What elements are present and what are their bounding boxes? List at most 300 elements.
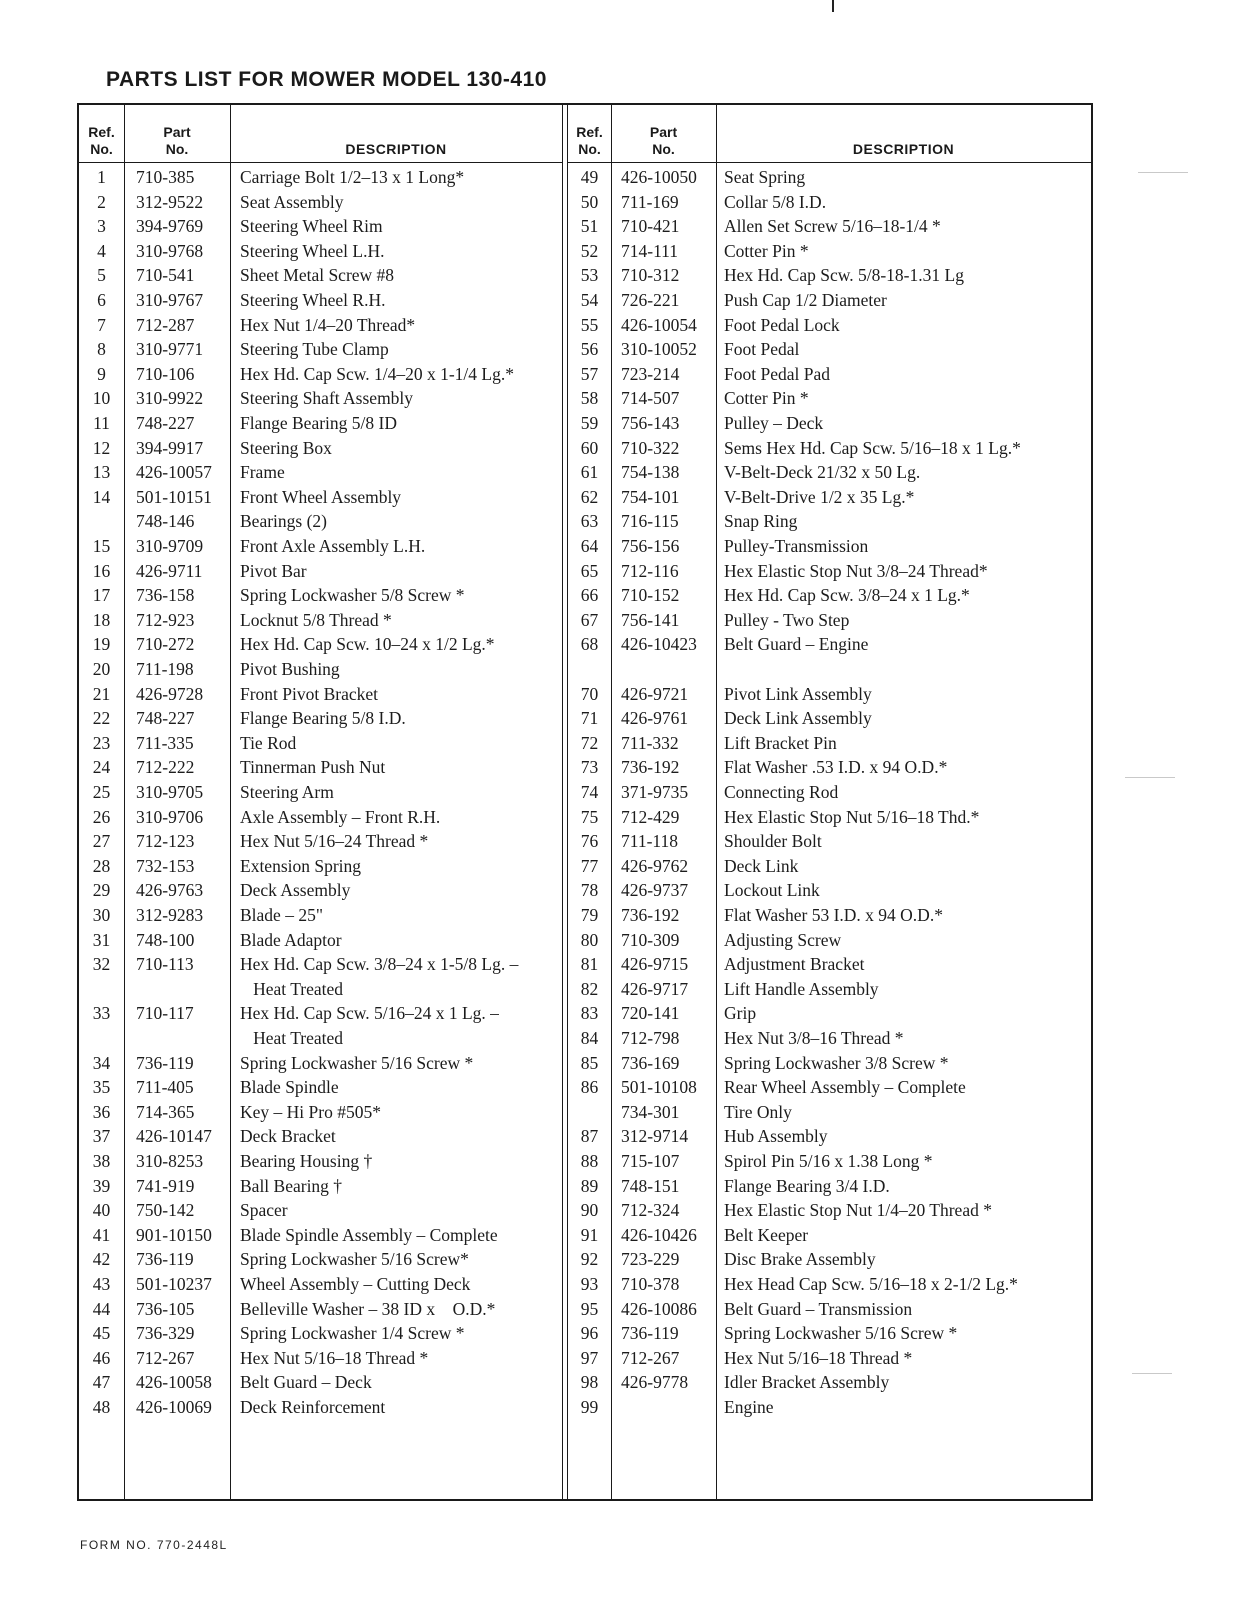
table-row [79, 583, 1091, 608]
part-number: 710-312 [621, 265, 680, 286]
ref-number: 64 [580, 536, 599, 556]
margin-mark [832, 0, 834, 12]
part-number: 714-507 [621, 388, 680, 409]
ref-number: 29 [92, 880, 111, 901]
part-number: 394-9917 [136, 437, 204, 458]
part-number: 736-105 [136, 1298, 195, 1319]
table-row [79, 1223, 1091, 1248]
part-description: Extension Spring [240, 855, 362, 876]
table-row [79, 682, 1091, 707]
part-number: 426-9711 [136, 560, 203, 581]
part-description: Disc Brake Assembly [724, 1249, 876, 1270]
table-row [79, 1051, 1091, 1076]
ref-number: 51 [580, 216, 599, 237]
part-description: Tinnerman Push Nut [240, 757, 386, 778]
ref-number: 33 [92, 1003, 111, 1024]
part-number: 710-117 [136, 1003, 194, 1024]
part-number: 756-156 [621, 536, 680, 556]
ref-number: 36 [92, 1101, 111, 1122]
part-number: 310-9709 [136, 536, 204, 556]
part-number: 736-169 [621, 1052, 680, 1073]
ref-number: 42 [92, 1249, 111, 1270]
ref-number: 86 [580, 1077, 599, 1098]
part-description: Belt Guard – Transmission [724, 1298, 913, 1319]
table-row [79, 436, 1091, 461]
ref-number: 61 [580, 462, 599, 483]
ref-number: 54 [580, 290, 599, 310]
table-row [79, 854, 1091, 879]
part-description: Tire Only [724, 1101, 792, 1122]
part-number: 712-923 [136, 609, 195, 630]
ref-number: 41 [92, 1224, 111, 1245]
ref-number: 18 [92, 609, 111, 630]
part-number: 712-324 [621, 1200, 680, 1221]
part-description: Blade Spindle Assembly – Complete [240, 1224, 498, 1245]
part-description: Hex Hd. Cap Scw. 5/16–24 x 1 Lg. – [240, 1003, 499, 1024]
part-number: 426-9737 [621, 880, 689, 901]
parts-table [77, 103, 1093, 1501]
table-row [79, 1149, 1091, 1174]
ref-number: 4 [97, 240, 106, 261]
table-row [79, 1321, 1091, 1346]
part-number: 426-10423 [621, 634, 697, 655]
table-row [79, 977, 1091, 1002]
part-number: 712-798 [621, 1028, 680, 1048]
part-number: 736-119 [621, 1323, 679, 1344]
header-ref-bottom: No. [578, 141, 601, 157]
table-row [79, 657, 1091, 682]
part-description: Deck Link Assembly [724, 708, 872, 729]
ref-number: 55 [580, 314, 599, 335]
header-part-top: Part [649, 124, 678, 140]
ref-number: 19 [92, 634, 111, 655]
part-description: Belt Keeper [724, 1224, 809, 1245]
part-description: Adjustment Bracket [724, 954, 865, 975]
part-description: Flange Bearing 5/8 ID [240, 413, 397, 433]
table-row [79, 165, 1091, 190]
part-description: Hex Hd. Cap Scw. 3/8–24 x 1 Lg.* [724, 585, 970, 606]
part-description: Deck Reinforcement [240, 1397, 386, 1417]
part-description: Lift Bracket Pin [724, 732, 837, 753]
part-number: 426-9728 [136, 683, 204, 704]
part-number: 710-541 [136, 265, 195, 286]
part-number: 756-141 [621, 609, 680, 630]
part-number: 310-8253 [136, 1151, 204, 1171]
ref-number: 56 [580, 339, 599, 360]
part-description: Spring Lockwasher 5/16 Screw * [240, 1052, 474, 1073]
part-number: 426-9763 [136, 880, 204, 901]
part-description: Hex Hd. Cap Scw. 10–24 x 1/2 Lg.* [240, 634, 495, 655]
table-row [79, 878, 1091, 903]
ref-number: 96 [580, 1323, 599, 1344]
table-row [79, 485, 1091, 510]
part-description: Blade – 25" [240, 905, 323, 925]
part-description: Sheet Metal Screw #8 [240, 265, 395, 286]
part-description: Tie Rod [240, 732, 297, 753]
ref-number: 71 [580, 708, 599, 729]
ref-number: 27 [92, 831, 111, 852]
part-description: Engine [724, 1397, 774, 1417]
table-row [79, 190, 1091, 215]
part-description: Hex Hd. Cap Scw. 3/8–24 x 1-5/8 Lg. – [240, 954, 519, 975]
part-number: 426-10057 [136, 462, 212, 483]
ref-number: 63 [580, 511, 599, 532]
part-number: 750-142 [136, 1200, 195, 1221]
part-number: 712-116 [621, 560, 679, 581]
table-row [79, 534, 1091, 559]
ref-number: 8 [97, 339, 106, 360]
part-description: Hex Nut 3/8–16 Thread * [724, 1028, 904, 1048]
part-description: Hex Elastic Stop Nut 5/16–18 Thd.* [724, 806, 980, 827]
ref-number: 59 [580, 413, 599, 433]
ref-number: 75 [580, 806, 599, 827]
ref-number: 39 [92, 1175, 111, 1196]
ref-number: 99 [580, 1397, 599, 1417]
ref-number: 35 [92, 1077, 111, 1098]
part-number: 501-10237 [136, 1274, 212, 1294]
ref-number: 70 [580, 683, 599, 704]
ref-number: 47 [92, 1372, 111, 1393]
part-number: 710-378 [621, 1274, 680, 1294]
part-number: 715-107 [621, 1151, 680, 1171]
part-description: Spirol Pin 5/16 x 1.38 Long * [724, 1151, 933, 1171]
ref-number: 95 [580, 1298, 599, 1319]
part-description: Push Cap 1/2 Diameter [724, 290, 887, 310]
table-row [79, 509, 1091, 534]
ref-number: 6 [97, 290, 106, 310]
ref-number: 30 [92, 905, 111, 925]
part-description: Grip [724, 1003, 757, 1024]
part-description: Steering Arm [240, 782, 334, 802]
table-row [79, 362, 1091, 387]
part-description: Heat Treated [240, 978, 344, 999]
ref-number: 73 [580, 757, 599, 778]
part-number: 711-169 [621, 191, 679, 212]
part-description: Snap Ring [724, 511, 798, 532]
part-number: 736-119 [136, 1249, 194, 1270]
ref-number: 52 [580, 240, 599, 261]
ref-number: 40 [92, 1200, 111, 1221]
ref-number: 31 [92, 929, 111, 950]
ref-number: 22 [92, 708, 111, 729]
table-row [79, 805, 1091, 830]
part-description: Cotter Pin * [724, 388, 809, 409]
part-description: Deck Bracket [240, 1126, 336, 1147]
part-description: Steering Wheel R.H. [240, 290, 386, 310]
part-description: Belt Guard – Deck [240, 1372, 372, 1393]
part-description: Steering Box [240, 437, 332, 458]
part-number: 712-123 [136, 831, 195, 852]
part-number: 748-100 [136, 929, 195, 950]
part-description: Blade Adaptor [240, 929, 342, 950]
table-row [79, 386, 1091, 411]
part-number: 754-138 [621, 462, 680, 483]
part-number: 710-113 [136, 954, 194, 975]
part-description: Hex Head Cap Scw. 5/16–18 x 2-1/2 Lg.* [724, 1274, 1018, 1294]
header-part-no [124, 124, 230, 158]
part-number: 426-9762 [621, 855, 689, 876]
part-description: Belleville Washer – 38 ID x O.D.* [240, 1298, 496, 1319]
part-description: Front Axle Assembly L.H. [240, 536, 426, 556]
part-number: 734-301 [621, 1101, 680, 1122]
part-number: 711-405 [136, 1077, 194, 1098]
table-row [79, 1370, 1091, 1395]
part-description: Pulley – Deck [724, 413, 824, 433]
table-row [79, 288, 1091, 313]
part-number: 312-9522 [136, 191, 204, 212]
header-description: DESCRIPTION [345, 141, 447, 157]
ref-number: 77 [580, 855, 599, 876]
part-number: 901-10150 [136, 1224, 212, 1245]
part-number: 712-222 [136, 757, 195, 778]
ref-number: 90 [580, 1200, 599, 1221]
header-part-bottom: No. [165, 141, 189, 157]
part-description: Sems Hex Hd. Cap Scw. 5/16–18 x 1 Lg.* [724, 437, 1021, 458]
part-number: 426-9761 [621, 708, 689, 729]
table-row [79, 1395, 1091, 1420]
part-number: 741-919 [136, 1175, 195, 1196]
part-description: Spring Lockwasher 3/8 Screw * [724, 1052, 949, 1073]
table-row [79, 731, 1091, 756]
ref-number: 60 [580, 437, 599, 458]
part-description: Adjusting Screw [724, 929, 842, 950]
part-description: Pulley - Two Step [724, 609, 850, 630]
part-number: 310-9771 [136, 339, 204, 360]
ref-number: 34 [92, 1052, 111, 1073]
header-ref-top: Ref. [576, 124, 603, 140]
part-description: Steering Shaft Assembly [240, 388, 414, 409]
part-description: Flange Bearing 3/4 I.D. [724, 1175, 890, 1196]
part-description: Lift Handle Assembly [724, 978, 879, 999]
part-number: 394-9769 [136, 216, 204, 237]
ref-number: 37 [92, 1126, 111, 1147]
part-number: 736-192 [621, 905, 680, 925]
ref-number: 3 [97, 216, 106, 237]
ref-number: 44 [92, 1298, 111, 1319]
margin-smudge [1132, 1373, 1172, 1374]
part-number: 716-115 [621, 511, 679, 532]
part-description: Bearing Housing † [240, 1151, 373, 1171]
part-number: 501-10108 [621, 1077, 697, 1098]
part-description: Blade Spindle [240, 1077, 339, 1098]
table-row [79, 780, 1091, 805]
ref-number: 82 [580, 978, 599, 999]
table-row [79, 1001, 1091, 1026]
part-number: 723-214 [621, 363, 680, 384]
part-description: Pivot Bar [240, 560, 307, 581]
part-number: 714-111 [621, 240, 679, 261]
part-description: Carriage Bolt 1/2–13 x 1 Long* [240, 167, 465, 187]
part-number: 710-421 [621, 216, 680, 237]
part-number: 736-119 [136, 1052, 194, 1073]
part-number: 711-198 [136, 659, 194, 679]
part-description: Heat Treated [240, 1028, 344, 1048]
part-number: 714-365 [136, 1101, 195, 1122]
table-row [79, 239, 1091, 264]
ref-number: 7 [97, 314, 106, 335]
part-description: Idler Bracket Assembly [724, 1372, 890, 1393]
part-description: Deck Assembly [240, 880, 351, 901]
ref-number: 32 [92, 954, 111, 975]
part-description: Collar 5/8 I.D. [724, 191, 827, 212]
part-description: Foot Pedal [724, 339, 800, 360]
part-description: Axle Assembly – Front R.H. [240, 806, 441, 827]
ref-number: 66 [580, 585, 599, 606]
part-description: Spring Lockwasher 1/4 Screw * [240, 1323, 465, 1344]
ref-number: 25 [92, 782, 111, 802]
part-number: 710-106 [136, 363, 195, 384]
part-description: Bearings (2) [240, 511, 327, 532]
ref-number: 28 [92, 855, 111, 876]
part-number: 711-332 [621, 732, 679, 753]
ref-number: 57 [580, 363, 599, 384]
part-number: 710-309 [621, 929, 680, 950]
table-row [79, 829, 1091, 854]
part-number: 310-9922 [136, 388, 204, 409]
ref-number: 65 [580, 560, 599, 581]
part-description: Spring Lockwasher 5/16 Screw * [724, 1323, 958, 1344]
ref-number: 20 [92, 659, 111, 679]
ref-number: 87 [580, 1126, 599, 1147]
table-row [79, 337, 1091, 362]
part-description: Foot Pedal Pad [724, 363, 830, 384]
table-row [79, 1198, 1091, 1223]
part-description: Flange Bearing 5/8 I.D. [240, 708, 406, 729]
ref-number: 58 [580, 388, 599, 409]
part-description: Lockout Link [724, 880, 820, 901]
ref-number: 5 [97, 265, 106, 286]
ref-number: 92 [580, 1249, 599, 1270]
part-description: Steering Wheel L.H. [240, 240, 385, 261]
part-description: Seat Spring [724, 167, 806, 187]
part-description: Spring Lockwasher 5/8 Screw * [240, 585, 465, 606]
ref-number: 23 [92, 732, 111, 753]
part-number: 732-153 [136, 855, 195, 876]
table-row [79, 706, 1091, 731]
table-row [79, 1075, 1091, 1100]
header-description: DESCRIPTION [852, 141, 955, 157]
table-row [79, 1026, 1091, 1051]
ref-number: 97 [580, 1347, 599, 1368]
part-number: 748-146 [136, 511, 195, 532]
part-number: 426-10426 [621, 1224, 697, 1245]
ref-number: 15 [92, 536, 111, 556]
part-number: 312-9283 [136, 905, 204, 925]
part-description: Cotter Pin * [724, 240, 809, 261]
table-row [79, 263, 1091, 288]
table-row [79, 903, 1091, 928]
part-number: 310-10052 [621, 339, 697, 360]
part-description: Hex Nut 1/4–20 Thread* [240, 314, 416, 335]
ref-number: 16 [92, 560, 111, 581]
part-description: Seat Assembly [240, 191, 344, 212]
part-number: 712-287 [136, 314, 195, 335]
ref-number: 50 [580, 191, 599, 212]
ref-number: 11 [93, 413, 110, 433]
table-row [79, 755, 1091, 780]
part-number: 756-143 [621, 413, 680, 433]
ref-number: 49 [580, 167, 599, 187]
part-number: 501-10151 [136, 486, 212, 507]
form-number: FORM NO. 770-2448L [80, 1538, 228, 1552]
part-number: 736-192 [621, 757, 680, 778]
part-description: Wheel Assembly – Cutting Deck [240, 1274, 471, 1294]
ref-number: 45 [92, 1323, 111, 1344]
table-row [79, 1247, 1091, 1272]
part-description: Rear Wheel Assembly – Complete [724, 1077, 966, 1098]
ref-number: 85 [580, 1052, 599, 1073]
ref-number: 76 [580, 831, 599, 852]
header-part-bottom: No. [652, 141, 675, 157]
ref-number: 26 [92, 806, 111, 827]
header-ref-bottom: No. [90, 141, 113, 157]
part-description: Hex Nut 5/16–18 Thread * [724, 1347, 913, 1368]
header-part-no [611, 124, 716, 158]
header-rule [79, 162, 562, 163]
header-ref-top: Ref. [88, 124, 115, 140]
part-number: 711-335 [136, 732, 194, 753]
part-description: Hex Elastic Stop Nut 3/8–24 Thread* [724, 560, 988, 581]
part-number: 712-429 [621, 806, 680, 827]
header-ref-no [79, 124, 124, 158]
header-part-top: Part [163, 124, 191, 140]
ref-number: 67 [580, 609, 599, 630]
ref-number: 93 [580, 1274, 599, 1294]
part-description: Hex Hd. Cap Scw. 1/4–20 x 1-1/4 Lg.* [240, 363, 514, 384]
part-description: Spring Lockwasher 5/16 Screw* [240, 1249, 469, 1270]
ref-number: 81 [580, 954, 599, 975]
table-row [79, 411, 1091, 436]
ref-number: 14 [92, 486, 111, 507]
part-number: 426-10054 [621, 314, 697, 335]
ref-number: 9 [97, 363, 106, 384]
part-description: V-Belt-Drive 1/2 x 35 Lg.* [724, 486, 915, 507]
part-number: 426-10069 [136, 1397, 212, 1417]
part-number: 426-9778 [621, 1372, 689, 1393]
ref-number: 2 [97, 191, 106, 212]
table-row [79, 928, 1091, 953]
part-number: 736-329 [136, 1323, 195, 1344]
part-description: Pulley-Transmission [724, 536, 869, 556]
table-row [79, 1297, 1091, 1322]
part-number: 712-267 [136, 1347, 195, 1368]
part-number: 748-227 [136, 413, 195, 433]
part-description: Frame [240, 462, 285, 483]
table-row [79, 1346, 1091, 1371]
ref-number: 74 [580, 782, 599, 802]
part-number: 754-101 [621, 486, 680, 507]
ref-number: 89 [580, 1175, 599, 1196]
part-description: Flat Washer 53 I.D. x 94 O.D.* [724, 905, 943, 925]
part-number: 726-221 [621, 290, 680, 310]
table-row [79, 632, 1091, 657]
table-row [79, 214, 1091, 239]
table-row [79, 1272, 1091, 1297]
ref-number: 24 [92, 757, 111, 778]
part-number: 312-9714 [621, 1126, 689, 1147]
table-row [79, 608, 1091, 633]
part-number: 310-9768 [136, 240, 204, 261]
part-number: 710-272 [136, 634, 195, 655]
part-description: Shoulder Bolt [724, 831, 822, 852]
part-number: 426-9715 [621, 954, 689, 975]
table-row [79, 559, 1091, 584]
ref-number: 68 [580, 634, 599, 655]
part-description: Pivot Link Assembly [724, 683, 872, 704]
part-description: Locknut 5/8 Thread * [240, 609, 392, 630]
part-number: 426-9717 [621, 978, 689, 999]
ref-number: 46 [92, 1347, 111, 1368]
